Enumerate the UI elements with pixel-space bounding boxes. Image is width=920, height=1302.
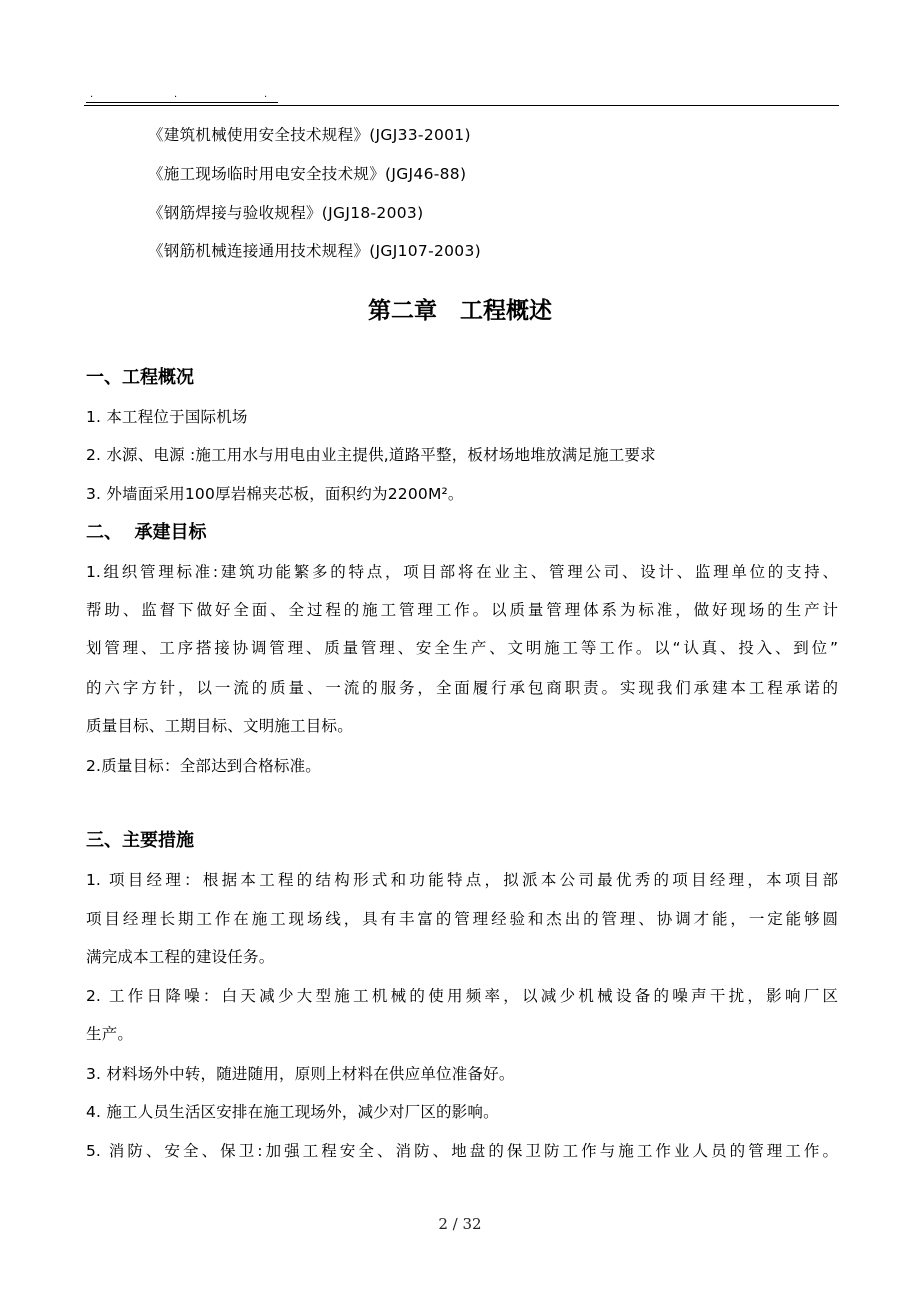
list-item: 5. 消防、安全、保卫:加强工程安全、消防、地盘的保卫防工作与施工作业人员的管理工作。 xyxy=(86,1142,838,1160)
paragraph-line: 满完成本工程的建设任务。 xyxy=(86,948,275,966)
page-number: 2 / 32 xyxy=(438,1215,482,1233)
paragraph-line: 2.质量目标：全部达到合格标准。 xyxy=(86,757,321,775)
header-dot: . xyxy=(174,89,178,100)
paragraph-line: 生产。 xyxy=(86,1025,134,1043)
header-dots xyxy=(86,88,278,102)
paragraph-line: 质量目标、工期目标、文明施工目标。 xyxy=(86,717,353,735)
reference-item: 《钢筋焊接与验收规程》(JGJ18-2003) xyxy=(148,204,424,222)
list-item: 4. 施工人员生活区安排在施工现场外，减少对厂区的影响。 xyxy=(86,1103,499,1121)
reference-item: 《建筑机械使用安全技术规程》(JGJ33-2001) xyxy=(148,126,471,144)
section-heading: 二、 承建目标 xyxy=(86,522,207,543)
header-rule xyxy=(84,105,839,106)
reference-item: 《施工现场临时用电安全技术规》(JGJ46-88) xyxy=(148,165,467,183)
section-heading: 一、工程概况 xyxy=(86,367,194,388)
section-heading: 三、主要措施 xyxy=(86,830,194,851)
list-item: 1. 本工程位于国际机场 xyxy=(86,408,248,426)
paragraph-line: 1.组织管理标准:建筑功能繁多的特点，项目部将在业主、管理公司、设计、监理单位的支持、 xyxy=(86,563,838,581)
list-item: 2. 水源、电源 :施工用水与用电由业主提供,道路平整，板材场地堆放满足施工要求 xyxy=(86,446,656,464)
paragraph-line: 的六字方针，以一流的质量、一流的服务，全面履行承包商职责。实现我们承建本工程承诺的 xyxy=(86,679,838,697)
paragraph-line: 1. 项目经理：根据本工程的结构形式和功能特点，拟派本公司最优秀的项目经理，本项目部 xyxy=(86,871,838,889)
chapter-title: 第二章 工程概述 xyxy=(368,298,552,324)
list-item: 3. 外墙面采用100厚岩棉夹芯板，面积约为2200M²。 xyxy=(86,485,464,503)
paragraph-line: 项目经理长期工作在施工现场线，具有丰富的管理经验和杰出的管理、协调才能，一定能够圆 xyxy=(86,910,838,928)
list-item: 3. 材料场外中转，随进随用，原则上材料在供应单位准备好。 xyxy=(86,1065,515,1083)
paragraph-line: 2. 工作日降噪：白天减少大型施工机械的使用频率，以减少机械设备的噪声干扰，影响厂区 xyxy=(86,987,838,1005)
paragraph-line: 帮助、监督下做好全面、全过程的施工管理工作。以质量管理体系为标准，做好现场的生产计 xyxy=(86,601,838,619)
paragraph-line: 划管理、工序搭接协调管理、质量管理、安全生产、文明施工等工作。以“认真、投入、到位” xyxy=(86,639,838,657)
header-underline xyxy=(86,102,278,103)
header-dot: . xyxy=(264,89,268,100)
header-dot: . xyxy=(90,89,94,100)
reference-item: 《钢筋机械连接通用技术规程》(JGJ107-2003) xyxy=(148,242,481,260)
